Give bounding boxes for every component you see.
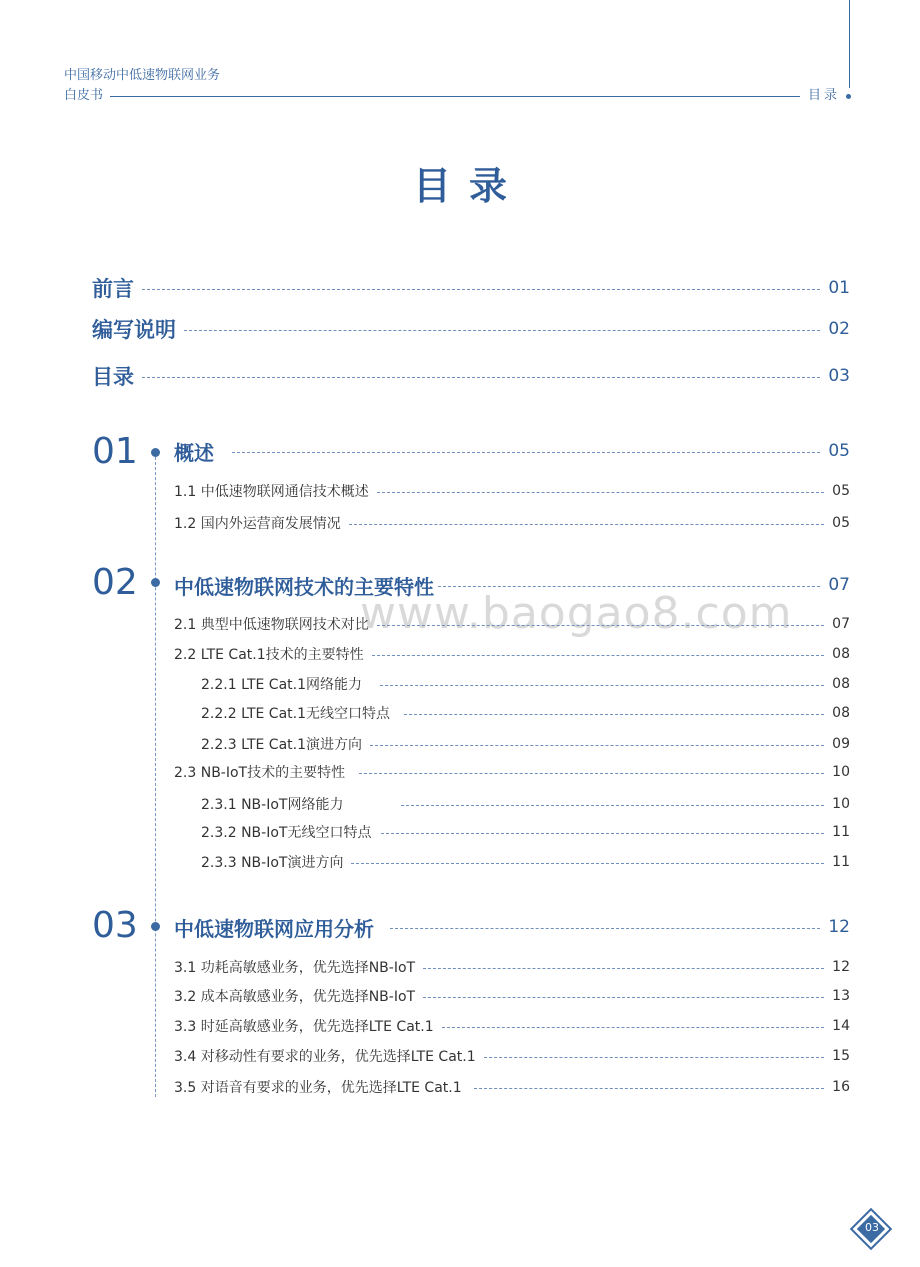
- toc-chapter-3[interactable]: [174, 912, 850, 942]
- chapter-dot: [151, 578, 160, 587]
- toc-item[interactable]: [174, 1015, 850, 1037]
- toc-item-label: 2.2 LTE Cat.1技术的主要特性: [174, 647, 364, 663]
- header-section-label: 目录: [808, 88, 841, 103]
- header-vertical-rule: [849, 0, 850, 88]
- chapter-number: 02: [92, 562, 138, 603]
- header-doc-subtitle: 白皮书: [64, 88, 104, 103]
- dot-leader: [377, 492, 824, 493]
- toc-entry-label: 目录: [92, 365, 134, 389]
- toc-item-page: 16: [832, 1079, 850, 1095]
- dot-leader: [349, 524, 824, 525]
- dot-leader: [351, 863, 824, 864]
- dot-leader: [404, 714, 824, 715]
- toc-item-page: 08: [832, 646, 850, 662]
- toc-item[interactable]: [201, 673, 850, 695]
- chapter-dot: [151, 922, 160, 931]
- toc-entry-page: 01: [828, 278, 850, 298]
- toc-item-page: 07: [832, 616, 850, 632]
- toc-item-label: 1.1 中低速物联网通信技术概述: [174, 484, 369, 500]
- dot-leader: [142, 289, 820, 290]
- toc-item-label: 3.4 对移动性有要求的业务，优先选择LTE Cat.1: [174, 1049, 476, 1065]
- dot-leader: [442, 1027, 825, 1028]
- toc-item-page: 10: [832, 796, 850, 812]
- chapter-title: 中低速物联网技术的主要特性: [174, 574, 434, 599]
- toc-item[interactable]: [201, 793, 850, 815]
- toc-item-page: 15: [832, 1048, 850, 1064]
- dot-leader: [232, 452, 820, 453]
- dot-leader: [484, 1057, 825, 1058]
- dot-leader: [380, 685, 824, 686]
- toc-item-label: 3.3 时延高敏感业务，优先选择LTE Cat.1: [174, 1019, 434, 1035]
- toc-item-page: 14: [832, 1018, 850, 1034]
- dot-leader: [390, 928, 820, 929]
- toc-item-label: 2.3.3 NB-IoT演进方向: [201, 855, 344, 871]
- toc-chapter-1[interactable]: [174, 436, 850, 466]
- chapter-number: 01: [92, 431, 138, 472]
- toc-item-page: 09: [832, 736, 850, 752]
- chapter-title: 中低速物联网应用分析: [174, 916, 374, 941]
- toc-item-page: 13: [832, 988, 850, 1004]
- dot-leader: [372, 655, 825, 656]
- dot-leader: [377, 625, 824, 626]
- toc-item[interactable]: [174, 1076, 850, 1098]
- chapter-title: 概述: [174, 440, 214, 465]
- toc-item-label: 3.1 功耗高敏感业务，优先选择NB-IoT: [174, 960, 416, 976]
- toc-entry-label: 前言: [92, 277, 134, 301]
- toc-item[interactable]: [174, 480, 850, 502]
- toc-entry-page: 03: [828, 366, 850, 386]
- toc-item[interactable]: [201, 733, 850, 755]
- toc-item[interactable]: [201, 821, 850, 843]
- toc-item-page: 08: [832, 676, 850, 692]
- chapter-page: 12: [828, 917, 850, 937]
- dot-leader: [474, 1088, 825, 1089]
- dot-leader: [359, 773, 824, 774]
- toc-item[interactable]: [174, 956, 850, 978]
- toc-entry-contents[interactable]: [92, 361, 850, 391]
- toc-item-page: 11: [832, 824, 850, 840]
- toc-item[interactable]: [174, 985, 850, 1007]
- toc-entry-preface[interactable]: [92, 273, 850, 303]
- page-number: 03: [865, 1221, 879, 1234]
- watermark: www.baogao8.com: [360, 588, 793, 639]
- toc-item-label: 2.3.2 NB-IoT无线空口特点: [201, 825, 372, 841]
- toc-item-page: 08: [832, 705, 850, 721]
- toc-chapter-2[interactable]: [174, 570, 850, 600]
- toc-item[interactable]: [174, 761, 850, 783]
- toc-item-label: 3.5 对语音有要求的业务，优先选择LTE Cat.1: [174, 1080, 462, 1096]
- dot-leader: [370, 745, 824, 746]
- dot-leader: [423, 997, 824, 998]
- page-title: 目录: [412, 164, 525, 208]
- dot-leader: [438, 586, 820, 587]
- toc-item[interactable]: [174, 512, 850, 534]
- toc-item[interactable]: [174, 613, 850, 635]
- header-rule: [110, 96, 800, 97]
- toc-item-label: 2.2.2 LTE Cat.1无线空口特点: [201, 706, 390, 722]
- toc-item-page: 05: [832, 515, 850, 531]
- chapter-page: 07: [828, 575, 850, 595]
- toc-item[interactable]: [201, 851, 850, 873]
- dot-leader: [381, 833, 824, 834]
- header-dot: [846, 94, 851, 99]
- toc-item-label: 2.3.1 NB-IoT网络能力: [201, 797, 344, 813]
- chapter-number: 03: [92, 905, 138, 946]
- toc-entry-page: 02: [828, 319, 850, 339]
- toc-item-label: 2.2.3 LTE Cat.1演进方向: [201, 737, 362, 753]
- toc-item-label: 2.1 典型中低速物联网技术对比: [174, 617, 369, 633]
- chapter-dot: [151, 448, 160, 457]
- toc-item-page: 12: [832, 959, 850, 975]
- toc-item-page: 10: [832, 764, 850, 780]
- dot-leader: [142, 377, 820, 378]
- toc-entry-label: 编写说明: [92, 318, 176, 342]
- toc-entry-writing-notes[interactable]: [92, 314, 850, 344]
- toc-item-page: 11: [832, 854, 850, 870]
- toc-item-label: 3.2 成本高敏感业务，优先选择NB-IoT: [174, 989, 416, 1005]
- toc-item-label: 2.3 NB-IoT技术的主要特性: [174, 765, 346, 781]
- toc-item[interactable]: [174, 643, 850, 665]
- toc-item[interactable]: [174, 1045, 850, 1067]
- dot-leader: [401, 805, 824, 806]
- chapter-page: 05: [828, 441, 850, 461]
- toc-item-page: 05: [832, 483, 850, 499]
- toc-item[interactable]: [201, 702, 850, 724]
- dot-leader: [423, 968, 824, 969]
- chapter-connector-line: [155, 452, 156, 1097]
- toc-item-label: 2.2.1 LTE Cat.1网络能力: [201, 677, 362, 693]
- header-doc-title: 中国移动中低速物联网业务: [64, 68, 221, 83]
- toc-item-label: 1.2 国内外运营商发展情况: [174, 516, 341, 532]
- dot-leader: [184, 330, 820, 331]
